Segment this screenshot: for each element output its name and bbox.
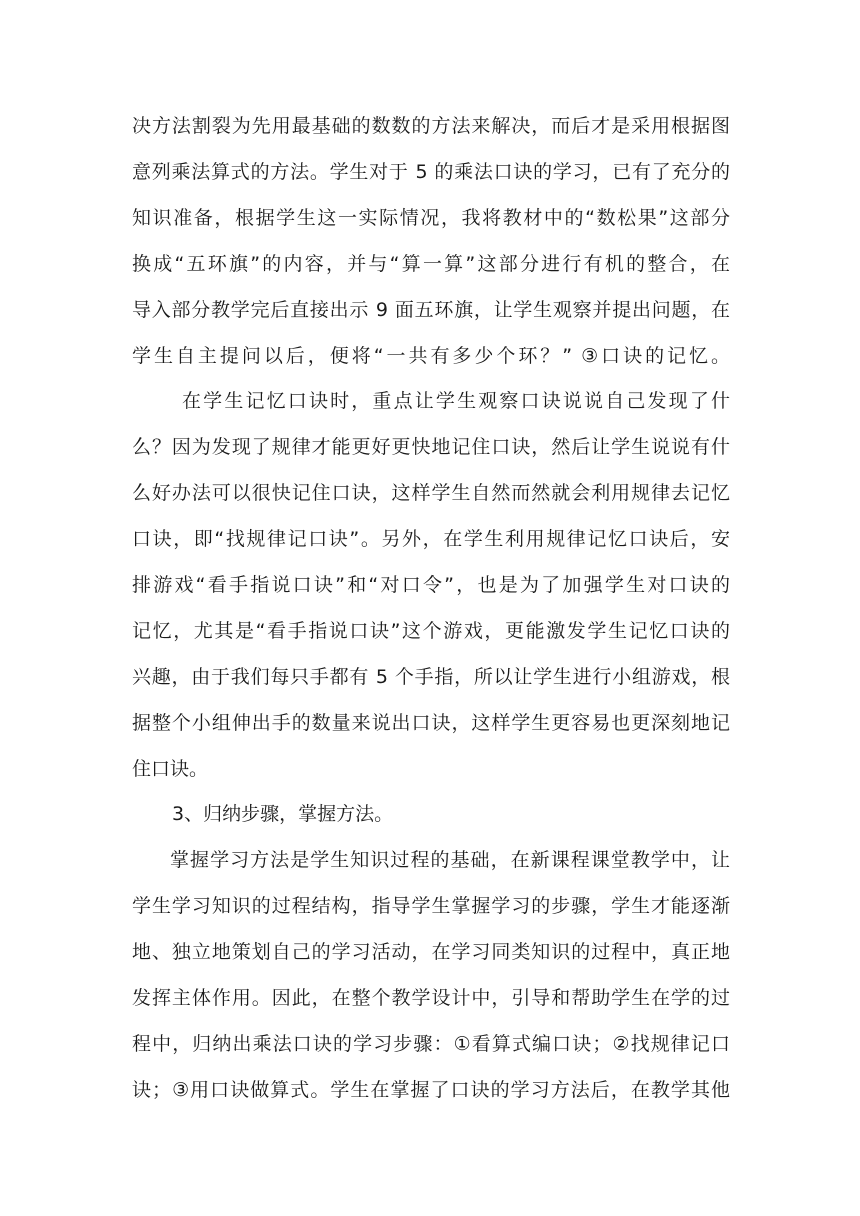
text-line: 意列乘法算式的方法。学生对于 5 的乘法口诀的学习，已有了充分的 (132, 161, 730, 183)
text-line: 口诀，即“找规律记口诀”。另外，在学生利用规律记忆口诀后，安 (132, 528, 730, 550)
text-line: 掌握学习方法是学生知识过程的基础，在新课程课堂教学中，让 (170, 849, 730, 871)
text-line: 知识准备，根据学生这一实际情况，我将教材中的“数松果”这部分 (132, 207, 730, 229)
text-line: 么？因为发现了规律才能更好更快地记住口诀，然后让学生说说有什 (132, 436, 730, 458)
text-line: 记忆，尤其是“看手指说口诀”这个游戏，更能激发学生记忆口诀的 (132, 620, 730, 642)
text-line: 学生自主提问以后，便将“一共有多少个环？” ③口诀的记忆。 (132, 345, 730, 367)
text-line: 换成“五环旗”的内容，并与“算一算”这部分进行有机的整合，在 (132, 253, 730, 275)
section-heading: 3、归纳步骤，掌握方法。 (172, 803, 394, 825)
text-line: 住口诀。 (132, 758, 209, 780)
text-line: 兴趣，由于我们每只手都有 5 个手指，所以让学生进行小组游戏，根 (132, 666, 730, 688)
text-line: 地、独立地策划自己的学习活动，在学习同类知识的过程中，真正地 (132, 941, 730, 963)
text-line: 程中，归纳出乘法口诀的学习步骤：①看算式编口诀；②找规律记口 (132, 1033, 730, 1055)
text-line: 学生学习知识的过程结构，指导学生掌握学习的步骤，学生才能逐渐 (132, 895, 730, 917)
text-line: 在学生记忆口诀时，重点让学生观察口诀说说自己发现了什 (182, 390, 730, 412)
text-line: 导入部分教学完后直接出示 9 面五环旗，让学生观察并提出问题，在 (132, 299, 730, 321)
text-line: 发挥主体作用。因此，在整个教学设计中，引导和帮助学生在学的过 (132, 987, 730, 1009)
text-line: 据整个小组伸出手的数量来说出口诀，这样学生更容易也更深刻地记 (132, 712, 730, 734)
text-line: 决方法割裂为先用最基础的数数的方法来解决，而后才是采用根据图 (132, 115, 730, 137)
text-line: 排游戏“看手指说口诀”和“对口令”，也是为了加强学生对口诀的 (132, 574, 730, 596)
text-line: 诀；③用口诀做算式。学生在掌握了口诀的学习方法后，在教学其他 (132, 1079, 730, 1101)
text-line: 么好办法可以很快记住口诀，这样学生自然而然就会利用规律去记忆 (132, 482, 730, 504)
